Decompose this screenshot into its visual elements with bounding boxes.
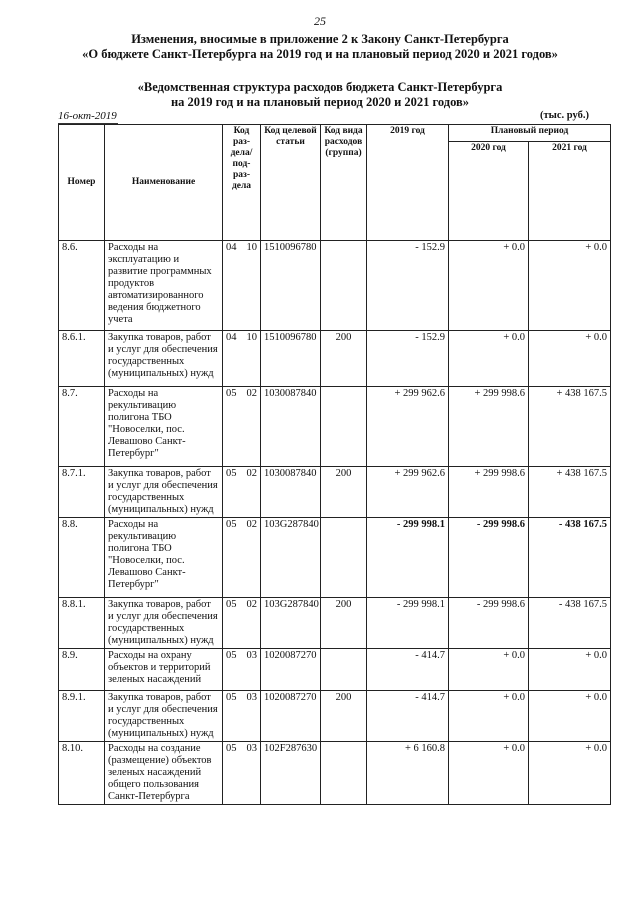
row-section-code (223, 518, 261, 598)
col-target: Код целевой статьи (261, 125, 321, 241)
row-name: Закупка товаров, работ и услуг для обеспечения государственных (муниципальных) нужд (105, 598, 223, 649)
row-name: Расходы на эксплуатацию и развитие программных продуктов автоматизированного ведения бюджетного учета (105, 241, 223, 331)
col-2020: 2020 год (449, 142, 529, 241)
row-target-code: 1030087840 (261, 467, 321, 518)
section-code: 05 (226, 743, 237, 754)
row-value-2021: + 0.0 (529, 241, 611, 331)
subsection-code: 03 (246, 692, 257, 703)
row-target-code: 1030087840 (261, 387, 321, 467)
subsection-code: 10 (246, 242, 257, 253)
subsection-code: 02 (246, 388, 257, 399)
col-2019: 2019 год (367, 125, 449, 241)
row-target-code: 1020087270 (261, 691, 321, 742)
subsection-code: 10 (246, 332, 257, 343)
row-value-2019: + 299 962.6 (367, 467, 449, 518)
row-value-2021: + 438 167.5 (529, 467, 611, 518)
row-section-code (223, 598, 261, 649)
heading-line-1: Изменения, вносимые в приложение 2 к Закону Санкт-Петербурга (131, 32, 509, 46)
row-name: Расходы на охрану объектов и территорий зеленых насаждений (105, 649, 223, 691)
row-target-code: 1510096780 (261, 241, 321, 331)
table-row (59, 518, 611, 598)
row-number: 8.8. (59, 518, 105, 598)
row-number: 8.9. (59, 649, 105, 691)
section-code: 05 (226, 650, 237, 661)
row-name: Закупка товаров, работ и услуг для обеспечения государственных (муниципальных) нужд (105, 691, 223, 742)
row-value-2021: - 438 167.5 (529, 518, 611, 598)
row-number: 8.7.1. (59, 467, 105, 518)
row-type-code: 200 (321, 691, 367, 742)
table-row (59, 467, 611, 518)
section-code: 04 (226, 332, 237, 343)
table-header-row (59, 125, 611, 142)
row-value-2020: - 299 998.6 (449, 598, 529, 649)
col-planned: Плановый период (449, 125, 611, 142)
heading-line-2: «О бюджете Санкт-Петербурга на 2019 год и на плановый период 2020 и 2021 годов» (82, 47, 558, 61)
row-value-2019: + 299 962.6 (367, 387, 449, 467)
subsection-code: 02 (246, 468, 257, 479)
heading-line-3: «Ведомственная структура расходов бюджета Санкт-Петербурга (137, 80, 503, 94)
row-value-2020: + 0.0 (449, 691, 529, 742)
row-number: 8.8.1. (59, 598, 105, 649)
row-name: Расходы на рекультивацию полигона ТБО "Новоселки, пос. Левашово Санкт-Петербург" (105, 387, 223, 467)
section-code: 05 (226, 468, 237, 479)
table-row (59, 241, 611, 331)
row-value-2021: + 438 167.5 (529, 387, 611, 467)
col-number: Номер (59, 125, 105, 241)
row-type-code: 200 (321, 598, 367, 649)
row-value-2021: + 0.0 (529, 742, 611, 805)
row-value-2020: + 0.0 (449, 649, 529, 691)
section-code: 04 (226, 242, 237, 253)
row-type-code (321, 241, 367, 331)
row-value-2019: - 299 998.1 (367, 518, 449, 598)
col-type: Код вида расходов (группа) (321, 125, 367, 241)
row-value-2020: + 0.0 (449, 742, 529, 805)
row-name: Закупка товаров, работ и услуг для обеспечения государственных (муниципальных) нужд (105, 331, 223, 387)
document-date: 16-окт-2019 (58, 110, 117, 122)
table-row (59, 649, 611, 691)
subsection-code: 02 (246, 519, 257, 530)
table-row (59, 387, 611, 467)
row-value-2021: - 438 167.5 (529, 598, 611, 649)
page-number: 25 (314, 14, 326, 28)
row-value-2019: - 414.7 (367, 649, 449, 691)
section-code: 05 (226, 692, 237, 703)
row-value-2020: + 0.0 (449, 241, 529, 331)
row-number: 8.7. (59, 387, 105, 467)
row-number: 8.9.1. (59, 691, 105, 742)
row-type-code (321, 742, 367, 805)
row-target-code: 1510096780 (261, 331, 321, 387)
units-label: (тыс. руб.) (540, 110, 589, 121)
row-section-code (223, 241, 261, 331)
table-row (59, 598, 611, 649)
row-type-code: 200 (321, 467, 367, 518)
row-value-2019: - 414.7 (367, 691, 449, 742)
row-target-code: 103G287840 (261, 518, 321, 598)
col-2021: 2021 год (529, 142, 611, 241)
row-value-2020: - 299 998.6 (449, 518, 529, 598)
row-name: Расходы на создание (размещение) объектов зеленых насаждений общего пользования Санкт-Петербурга (105, 742, 223, 805)
col-section: Код раз-дела/ под-раз-дела (223, 125, 261, 241)
subsection-code: 02 (246, 599, 257, 610)
table-row (59, 331, 611, 387)
budget-table (58, 124, 611, 805)
row-section-code (223, 691, 261, 742)
section-code: 05 (226, 599, 237, 610)
row-target-code: 103G287840 (261, 598, 321, 649)
row-value-2019: - 152.9 (367, 331, 449, 387)
row-type-code (321, 387, 367, 467)
document-subheading (0, 80, 640, 110)
row-value-2019: - 299 998.1 (367, 598, 449, 649)
row-value-2020: + 299 998.6 (449, 467, 529, 518)
row-type-code (321, 518, 367, 598)
table-body (59, 241, 611, 805)
subsection-code: 03 (246, 743, 257, 754)
col-name: Наименование (105, 125, 223, 241)
row-value-2021: + 0.0 (529, 691, 611, 742)
row-target-code: 1020087270 (261, 649, 321, 691)
row-number: 8.6. (59, 241, 105, 331)
row-name: Закупка товаров, работ и услуг для обеспечения государственных (муниципальных) нужд (105, 467, 223, 518)
section-code: 05 (226, 388, 237, 399)
document-heading (0, 32, 640, 62)
row-value-2019: + 6 160.8 (367, 742, 449, 805)
row-value-2019: - 152.9 (367, 241, 449, 331)
row-type-code: 200 (321, 331, 367, 387)
row-name: Расходы на рекультивацию полигона ТБО "Новоселки, пос. Левашово Санкт-Петербург" (105, 518, 223, 598)
row-number: 8.10. (59, 742, 105, 805)
row-section-code (223, 387, 261, 467)
row-value-2021: + 0.0 (529, 649, 611, 691)
row-value-2020: + 299 998.6 (449, 387, 529, 467)
row-value-2020: + 0.0 (449, 331, 529, 387)
row-section-code (223, 649, 261, 691)
table-row (59, 742, 611, 805)
row-type-code (321, 649, 367, 691)
heading-line-4: на 2019 год и на плановый период 2020 и 2021 годов» (170, 95, 470, 109)
row-section-code (223, 467, 261, 518)
row-section-code (223, 742, 261, 805)
row-section-code (223, 331, 261, 387)
row-number: 8.6.1. (59, 331, 105, 387)
row-value-2021: + 0.0 (529, 331, 611, 387)
table-row (59, 691, 611, 742)
subsection-code: 03 (246, 650, 257, 661)
row-target-code: 102F287630 (261, 742, 321, 805)
section-code: 05 (226, 519, 237, 530)
